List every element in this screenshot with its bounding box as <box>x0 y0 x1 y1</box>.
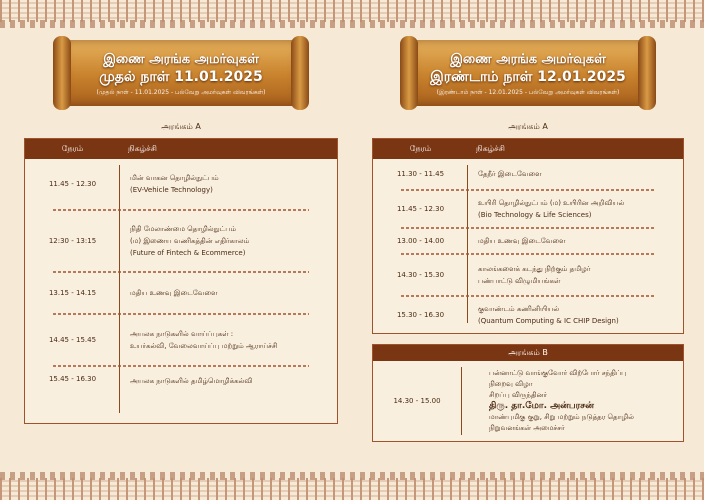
row-time: 13.00 - 14.00 <box>396 237 445 245</box>
program-line: பன்னாட்டு வாங்குவோர் விற்போர் சந்திப்பு <box>489 369 627 377</box>
program-line: நிறுவனங்கள் அமைச்சர் <box>489 424 565 432</box>
day2-date: இரண்டாம் நாள் 12.01.2025 <box>430 69 626 85</box>
program-line: காலங்களைக் கடந்து நிற்கும் தமிழர் <box>478 265 591 273</box>
program-line: (Bio Technology & Life Sciences) <box>478 211 592 219</box>
venue-b-header: அரங்கம் B <box>373 345 683 361</box>
row-time: 15.30 - 16.30 <box>396 311 445 319</box>
program-line: உயிரி தொழில்நுட்பம் (ம) உயிரின அறிவியல் <box>478 199 625 207</box>
day2-title-scroll <box>410 40 646 106</box>
row-program <box>120 375 252 387</box>
day2-schedule-table <box>372 138 684 334</box>
program-line: (Future of Fintech & Ecommerce) <box>130 249 246 257</box>
day2-venue-b-table <box>372 344 684 442</box>
schedule-row <box>373 229 683 253</box>
row-program <box>468 235 565 247</box>
decorative-border-top <box>0 0 704 22</box>
day2-panel <box>372 40 684 442</box>
timeline-line <box>461 367 462 435</box>
row-time: 13.15 - 14.15 <box>48 289 97 297</box>
program-line: மதிய உணவு இடைவேளை <box>478 237 566 245</box>
program-line: தேநீர் இடைவேளை <box>478 170 542 178</box>
schedule-row <box>25 273 337 313</box>
day2-title: இணை அரங்க அமர்வுகள் <box>450 52 606 67</box>
day1-panel <box>24 40 338 424</box>
program-line: மாண்புமிகு குறு, சிறு மற்றும் நடுத்தர தொழில் <box>489 413 634 421</box>
schedule-row <box>25 211 337 271</box>
schedule-row <box>25 315 337 365</box>
program-line: அயலக நாடுகளில் வாய்ப்புகள் : <box>130 330 234 338</box>
day1-title-scroll <box>63 40 299 106</box>
program-line: உயர்கல்வி, வேலைவாய்ப்பு மற்றும் ஆராய்ச்சி <box>130 342 278 350</box>
col-time-header: நேரம் <box>61 144 84 153</box>
program-line: பண்பாட்டு விழுமியங்கள் <box>478 277 561 285</box>
guest-name: திரு. தா.மோ. அன்பரசன் <box>489 401 594 411</box>
row-time: 12:30 - 13:15 <box>48 237 97 245</box>
program-line: குவாண்டம் கணினியியல் <box>478 305 560 313</box>
schedule-row <box>25 159 337 209</box>
program-line: (ம) இணைய வணிகத்தின் எதிர்காலம் <box>130 237 250 245</box>
day1-title: இணை அரங்க அமர்வுகள் <box>103 52 259 67</box>
row-program <box>468 263 590 287</box>
day1-date: முதல் நாள் 11.01.2025 <box>99 69 263 85</box>
row-time: 11.45 - 12.30 <box>48 180 97 188</box>
row-program <box>461 368 634 434</box>
col-program-header: நிகழ்ச்சி <box>128 144 157 153</box>
decorative-border-bottom <box>0 478 704 500</box>
row-program <box>120 328 277 352</box>
day1-subtitle: (முதல் நாள் - 11.01.2025 - பல்வேறு அமர்வுகள் விவரங்கள்) <box>96 89 266 96</box>
row-program <box>120 172 219 196</box>
program-line: நிறைவு விழா <box>489 380 533 388</box>
schedule-row <box>373 159 683 189</box>
schedule-row <box>25 367 337 423</box>
schedule-row <box>373 255 683 295</box>
row-program <box>120 223 249 259</box>
row-time: 15.45 - 16.30 <box>48 375 97 383</box>
table-header <box>373 139 683 159</box>
program-line: சிறப்பு விருந்தினர் <box>489 391 548 399</box>
program-line: மின் வாகன தொழில்நுட்பம் <box>130 174 219 182</box>
schedule-row <box>373 191 683 227</box>
row-time: 14.30 - 15.30 <box>396 271 445 279</box>
col-program-header: நிகழ்ச்சி <box>476 144 505 153</box>
row-time: 11.45 - 12.30 <box>396 205 445 213</box>
program-line: (EV-Vehicle Technology) <box>130 186 213 194</box>
table-header <box>25 139 337 159</box>
program-line: (Quantum Computing & IC CHIP Design) <box>478 317 619 325</box>
row-time: 14.30 - 15.00 <box>393 397 441 405</box>
row-program <box>468 197 624 221</box>
col-time-header: நேரம் <box>409 144 432 153</box>
row-time: 11.30 - 11.45 <box>396 170 445 178</box>
program-line: அயலக நாடுகளில் தமிழ்மொழிக்கல்வி <box>130 377 253 385</box>
day2-venue-label: அரங்கம் A <box>508 122 548 131</box>
venue-b-row <box>373 361 683 441</box>
schedule-row <box>373 297 683 333</box>
row-program <box>468 303 619 327</box>
row-program <box>120 287 217 299</box>
day2-subtitle: (இரண்டாம் நாள் - 12.01.2025 - பல்வேறு அமர்வுகள் விவரங்கள்) <box>436 89 620 96</box>
day1-venue-label: அரங்கம் A <box>161 122 201 131</box>
row-program <box>468 168 542 180</box>
program-line: மதிய உணவு இடைவேளை <box>130 289 218 297</box>
day1-schedule-table <box>24 138 338 424</box>
row-time: 14.45 - 15.45 <box>48 336 97 344</box>
program-line: நிதி மேலாண்மை தொழில்நுட்பம் <box>130 225 237 233</box>
